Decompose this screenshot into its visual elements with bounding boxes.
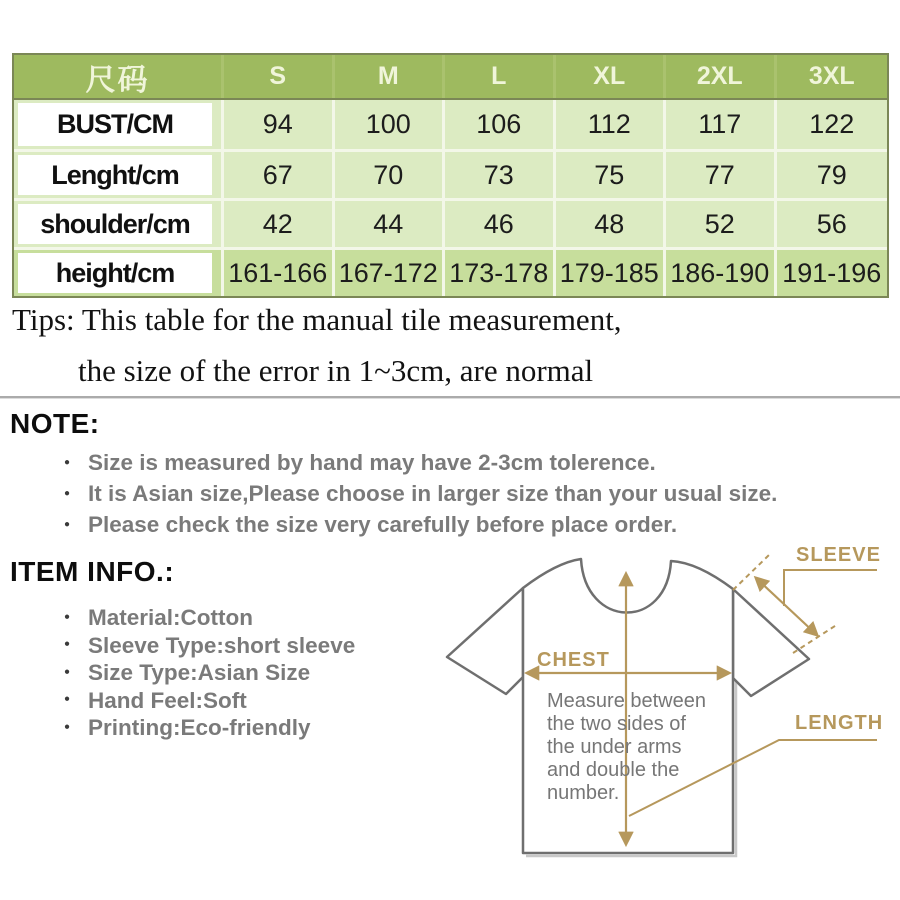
note-list [10, 447, 890, 540]
table-row-length [14, 149, 887, 198]
sleeve-callout-line [784, 570, 877, 606]
header-cell-3xl: 3XL [808, 62, 855, 90]
item-info-item: ● Material:Cotton [62, 604, 440, 632]
cell-bust-l: 106 [445, 100, 556, 149]
table-row-shoulder [14, 198, 887, 247]
cell-bust-m: 100 [335, 100, 446, 149]
length-label: LENGTH [795, 712, 884, 734]
cell-length-3xl: 79 [816, 159, 847, 190]
note-item: ● It is Asian size,Please choose in larger size than your usual size. [62, 478, 890, 509]
row-label-cell [14, 250, 224, 296]
cell-length-xl: 75 [556, 152, 667, 198]
header-cell-size-cn: 尺码 [14, 55, 224, 98]
cell-length-l: 73 [445, 152, 556, 198]
size-table [12, 53, 889, 298]
item-info-title: ITEM INFO.: [10, 556, 175, 587]
item-info-item: ● Hand Feel:Soft [62, 687, 440, 715]
note-section [10, 408, 890, 540]
sleeve-tick-bottom [793, 624, 838, 653]
tips-text [0, 301, 780, 390]
chest-note-line: the two sides of [547, 713, 686, 735]
tshirt-right-sleeve [733, 589, 809, 696]
tips-line-2: the size of the error in 1~3cm, are normal [78, 353, 594, 388]
cell-shoulder-l: 46 [445, 201, 556, 247]
item-info-item: ● Printing:Eco-friendly [62, 714, 440, 742]
row-label-cell [14, 201, 224, 247]
cell-shoulder-3xl: 56 [816, 208, 847, 239]
chest-note-line: number. [547, 782, 620, 804]
row-label-cell [14, 152, 224, 198]
cell-bust-xl: 112 [556, 100, 667, 149]
row-label: shoulder/cm [18, 204, 212, 244]
row-label: Lenght/cm [18, 155, 212, 195]
header-cell-xl: XL [556, 55, 667, 98]
cell-height-s: 161-166 [224, 250, 335, 296]
cell-length-2xl: 77 [666, 152, 777, 198]
row-label: BUST/CM [18, 103, 212, 146]
cell-height-3xl: 191-196 [782, 257, 882, 288]
header-cell-2xl: 2XL [666, 55, 777, 98]
note-title: NOTE: [10, 408, 100, 439]
cell-length-s: 67 [224, 152, 335, 198]
row-label: height/cm [18, 253, 212, 293]
cell-height-2xl: 186-190 [666, 250, 777, 296]
tshirt-measurement-diagram [430, 528, 900, 878]
size-table-header-row [14, 55, 887, 100]
cell-bust-2xl: 117 [666, 100, 777, 149]
chest-label: CHEST [537, 649, 610, 671]
row-label-cell [14, 100, 224, 149]
table-row-bust [14, 100, 887, 149]
item-info-list [10, 604, 440, 742]
cell-length-m: 70 [335, 152, 446, 198]
item-info-item: ● Sleeve Type:short sleeve [62, 632, 440, 660]
sleeve-label: SLEEVE [796, 544, 881, 566]
header-cell-l: L [445, 55, 556, 98]
note-item: ● Please check the size very carefully before place order. [62, 509, 890, 540]
tshirt-left-sleeve [447, 588, 523, 694]
tshirt-diagram-svg [430, 528, 900, 878]
cell-bust-s: 94 [224, 100, 335, 149]
header-cell-m: M [335, 55, 446, 98]
cell-shoulder-2xl: 52 [666, 201, 777, 247]
cell-shoulder-s: 42 [224, 201, 335, 247]
cell-shoulder-xl: 48 [556, 201, 667, 247]
cell-height-xl: 179-185 [556, 250, 667, 296]
cell-height-m: 167-172 [335, 250, 446, 296]
cell-height-l: 173-178 [445, 250, 556, 296]
cell-shoulder-m: 44 [335, 201, 446, 247]
item-info-item: ● Size Type:Asian Size [62, 659, 440, 687]
chest-note-line: the under arms [547, 736, 682, 758]
cell-bust-3xl: 122 [809, 109, 855, 139]
note-item: ● Size is measured by hand may have 2-3cm tolerence. [62, 447, 890, 478]
tips-line-1: Tips: This table for the manual tile measurement, [12, 302, 622, 337]
chest-note-line: and double the [547, 759, 680, 781]
item-info-section [10, 556, 440, 742]
table-row-height [14, 247, 887, 296]
section-divider [0, 396, 900, 399]
chest-note-line: Measure between [547, 690, 706, 712]
header-cell-s: S [224, 55, 335, 98]
